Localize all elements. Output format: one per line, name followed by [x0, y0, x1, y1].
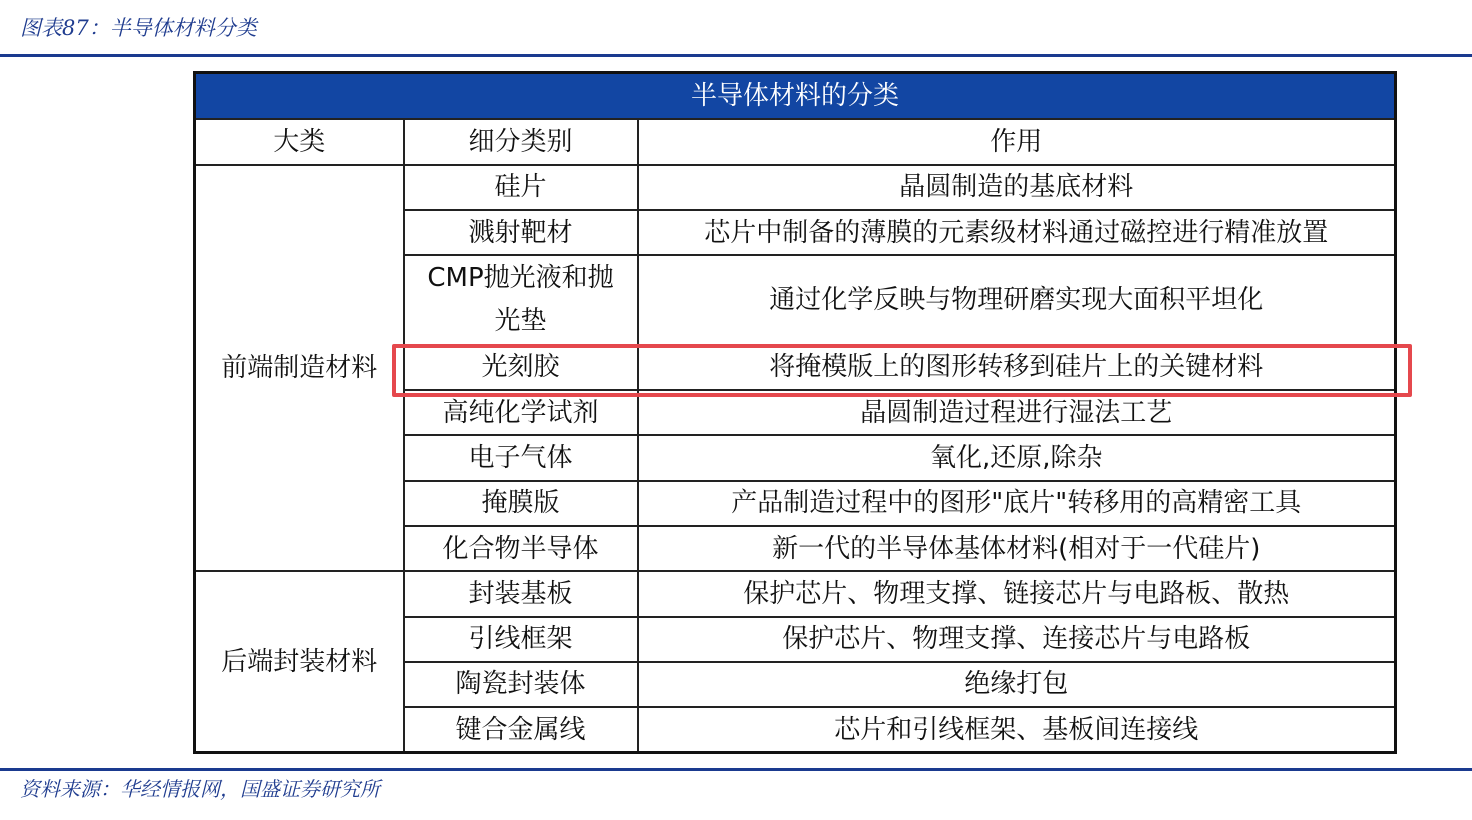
subcategory-cell: 溅射靶材	[404, 210, 638, 255]
role-cell: 芯片和引线框架、基板间连接线	[638, 707, 1396, 752]
subcategory-cell: 光刻胶	[404, 345, 638, 390]
subcategory-cell: 掩膜版	[404, 481, 638, 526]
role-cell: 氧化,还原,除杂	[638, 435, 1396, 480]
role-cell: 新一代的半导体基体材料(相对于一代硅片)	[638, 526, 1396, 571]
top-rule	[0, 54, 1472, 57]
role-cell: 产品制造过程中的图形"底片"转移用的高精密工具	[638, 481, 1396, 526]
subcategory-cell: 硅片	[404, 165, 638, 210]
subcategory-cell: 引线框架	[404, 617, 638, 662]
table-title-row	[195, 73, 1396, 120]
subcategory-cell: 高纯化学试剂	[404, 390, 638, 435]
table-title: 半导体材料的分类	[195, 73, 1396, 120]
role-cell: 通过化学反映与物理研磨实现大面积平坦化	[638, 255, 1396, 345]
subcategory-cell: CMP抛光液和抛光垫	[404, 255, 638, 345]
subcategory-cell: 化合物半导体	[404, 526, 638, 571]
table-header-row	[195, 119, 1396, 164]
subcategory-cell: 封装基板	[404, 571, 638, 616]
role-cell: 晶圆制造过程进行湿法工艺	[638, 390, 1396, 435]
role-cell: 绝缘打包	[638, 662, 1396, 707]
category-cell: 后端封装材料	[195, 571, 404, 752]
table-row	[195, 571, 1396, 616]
header-category: 大类	[195, 119, 404, 164]
materials-table	[193, 71, 1397, 754]
subcategory-cell: 电子气体	[404, 435, 638, 480]
role-cell: 保护芯片、物理支撑、链接芯片与电路板、散热	[638, 571, 1396, 616]
subcategory-cell: 陶瓷封装体	[404, 662, 638, 707]
figure-caption: 图表87：半导体材料分类	[20, 16, 257, 40]
role-cell: 将掩模版上的图形转移到硅片上的关键材料	[638, 345, 1396, 390]
category-cell: 前端制造材料	[195, 165, 404, 572]
table-row	[195, 165, 1396, 210]
role-cell: 保护芯片、物理支撑、连接芯片与电路板	[638, 617, 1396, 662]
role-cell: 芯片中制备的薄膜的元素级材料通过磁控进行精准放置	[638, 210, 1396, 255]
source-note: 资料来源：华经情报网，国盛证券研究所	[20, 777, 380, 801]
header-subcategory: 细分类别	[404, 119, 638, 164]
subcategory-cell: 键合金属线	[404, 707, 638, 752]
role-cell: 晶圆制造的基底材料	[638, 165, 1396, 210]
bottom-rule	[0, 768, 1472, 771]
header-role: 作用	[638, 119, 1396, 164]
